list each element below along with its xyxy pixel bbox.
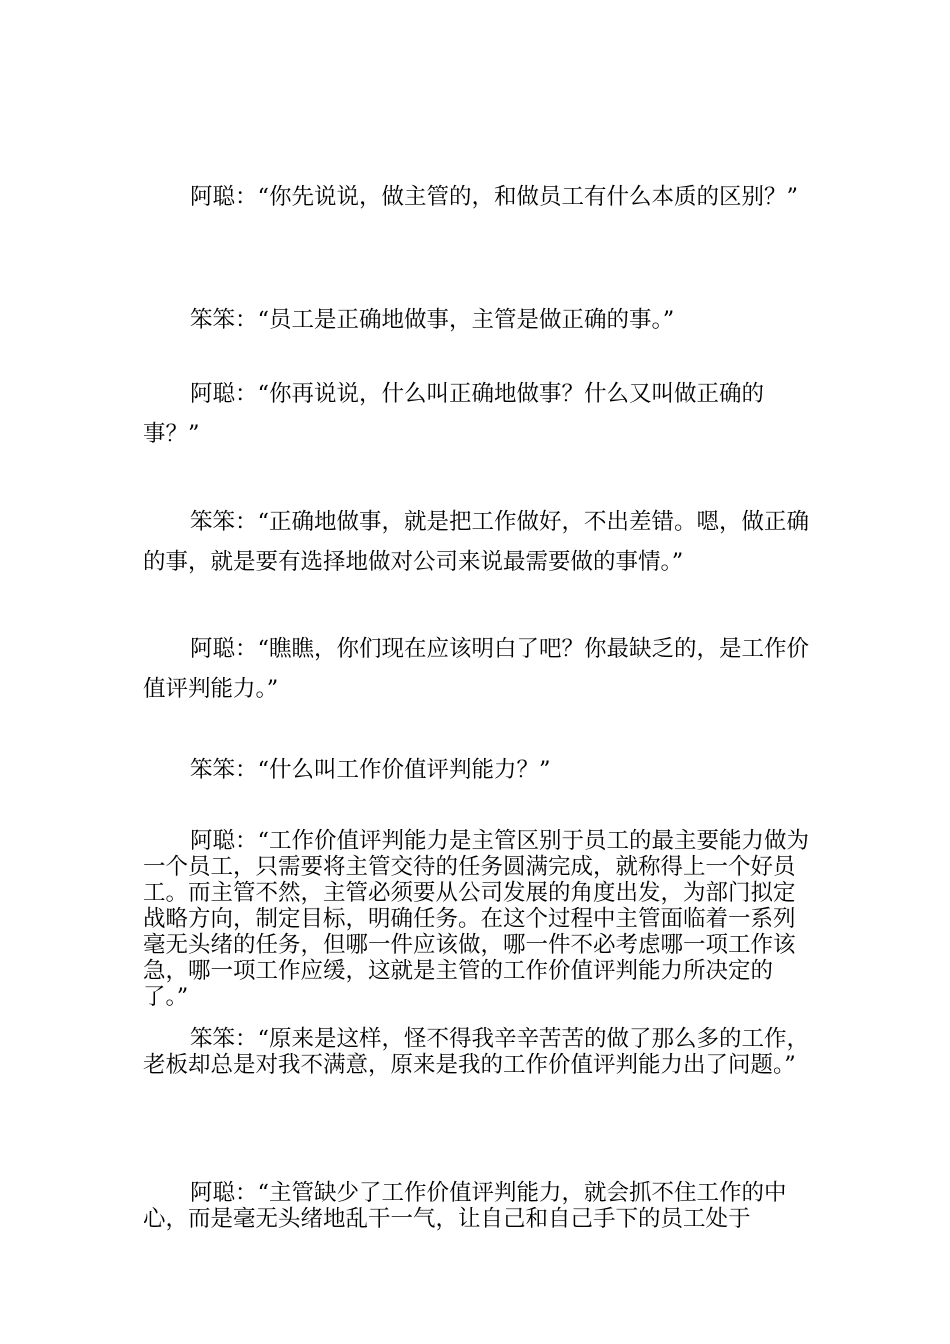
speaker-label: 笨笨： [190, 307, 258, 333]
dialogue-text: “员工是正确地做事，主管是做正确的事。” [257, 307, 675, 333]
dialogue-text: “正确地做事，就是把工作做好，不出差错。嗯，做正确的事，就是要有选择地做对公司来说最需要做的事情。” [143, 509, 810, 575]
speaker-label: 阿聪： [190, 1180, 258, 1206]
speaker-label: 笨笨： [190, 509, 258, 535]
dialogue-text: “原来是这样，怪不得我辛辛苦苦的做了那么多的工作，老板却总是对我不满意，原来是我的工作价值评判能力出了问题。” [143, 1026, 810, 1078]
dialogue-paragraph-2 [143, 300, 811, 340]
speaker-label: 笨笨： [190, 1026, 258, 1052]
dialogue-paragraph-5 [143, 629, 811, 709]
dialogue-paragraph-4 [143, 502, 811, 582]
dialogue-text: “什么叫工作价值评判能力？” [257, 757, 551, 783]
speaker-label: 阿聪： [190, 828, 258, 854]
speaker-label: 笨笨： [190, 757, 258, 783]
dialogue-paragraph-7 [143, 828, 811, 1010]
dialogue-paragraph-9 [143, 1180, 811, 1232]
dialogue-text: “瞧瞧，你们现在应该明白了吧？你最缺乏的，是工作价值评判能力。” [143, 636, 810, 702]
dialogue-text: “你再说说，什么叫正确地做事？什么又叫做正确的事？” [143, 381, 765, 447]
dialogue-paragraph-6 [143, 750, 811, 790]
speaker-label: 阿聪： [190, 636, 258, 662]
dialogue-text: “工作价值评判能力是主管区别于员工的最主要能力做为一个员工，只需要将主管交待的任务圆满完成，就称得上一个好员工。而主管不然，主管必须要从公司发展的角度出发，为部门拟定战略方向，制定目标，明确任务。在这个过程中主管面临着一系列毫无头绪的任务，但哪一件应该做，哪一件不必考虑哪一项工作该急，哪一项工作应缓，这就是主管的工作价值评判能力所决定的了。” [143, 828, 810, 1010]
speaker-label: 阿聪： [190, 381, 258, 407]
dialogue-text: “主管缺少了工作价值评判能力，就会抓不住工作的中心，而是毫无头绪地乱干一气，让自己和自己手下的员工处于 [143, 1180, 787, 1232]
dialogue-text: “你先说说，做主管的，和做员工有什么本质的区别？” [257, 184, 799, 210]
dialogue-paragraph-8 [143, 1026, 811, 1078]
dialogue-paragraph-3 [143, 374, 811, 454]
dialogue-paragraph-1 [143, 177, 811, 217]
speaker-label: 阿聪： [190, 184, 258, 210]
